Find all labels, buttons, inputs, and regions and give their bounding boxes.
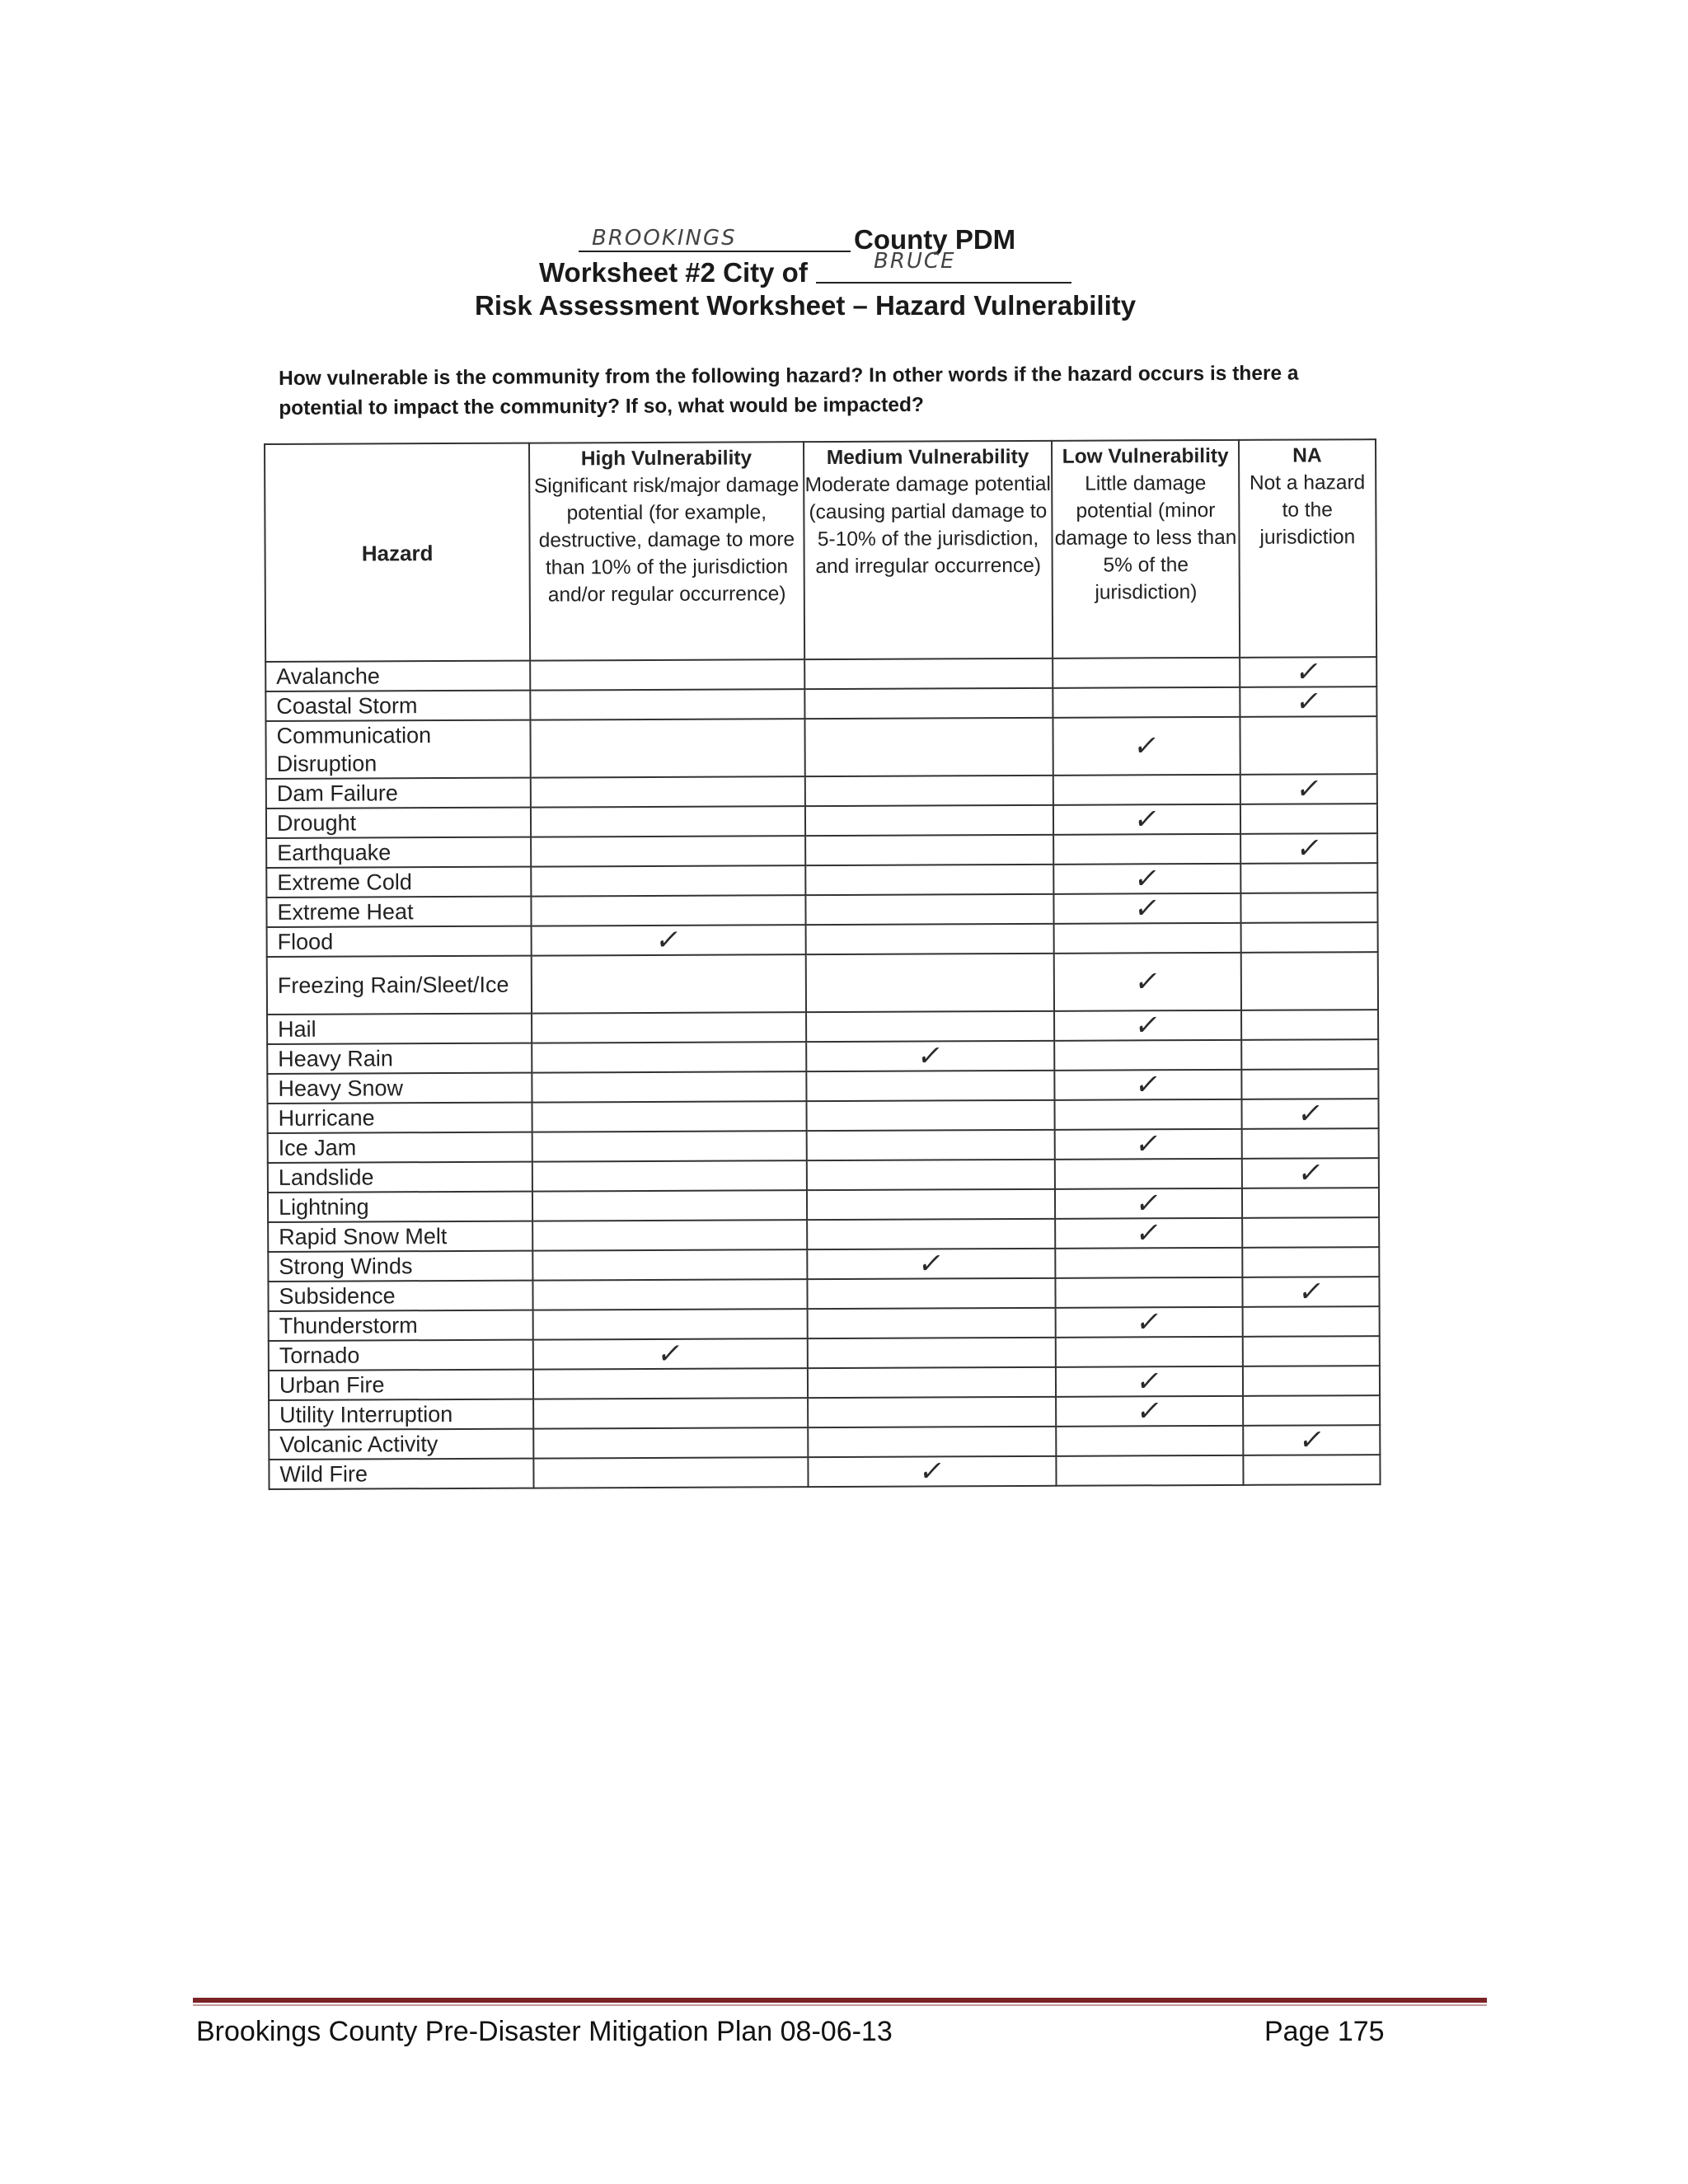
hazard-name: Thunderstorm [269,1310,533,1341]
cell-na [1243,1336,1380,1366]
hazard-name: Earthquake [266,837,531,868]
cell-na [1242,1155,1379,1190]
cell-low [1053,834,1240,865]
cell-high [531,776,805,807]
table-row [268,1217,1379,1252]
footer-title: Brookings County Pre-Disaster Mitigation Plan 08-06-13 [196,2016,893,2047]
check-mark-icon: ✓ [1132,1008,1164,1042]
handwritten-city: BRUCE [874,249,956,274]
cell-high [532,1071,807,1102]
cell-high [530,659,804,690]
cell-na [1243,1455,1380,1485]
check-mark-icon: ✓ [654,1337,686,1371]
hazard-name: Dam Failure [266,778,531,808]
check-mark-icon: ✓ [653,923,684,957]
cell-high [532,1160,807,1191]
cell-low [1056,1337,1243,1367]
cell-high [532,1101,807,1132]
hazard-name: Wild Fire [269,1459,533,1489]
cell-na [1240,771,1377,806]
cell-medium [804,658,1053,689]
cell-low [1056,1307,1243,1338]
table-row [269,1366,1380,1400]
cell-medium [807,1246,1056,1281]
cell-na [1242,1217,1379,1248]
cell-medium [805,894,1054,925]
cell-high [533,1368,808,1399]
hazard-name: Heavy Rain [267,1043,532,1074]
hazard-name: Urban Fire [269,1370,533,1400]
cell-medium [808,1456,1057,1487]
table-row [268,1158,1379,1193]
table-row [267,952,1378,1015]
cell-medium [808,1427,1057,1457]
hazard-name: Strong Winds [268,1251,532,1282]
hazard-rows [265,654,1380,1489]
cell-na [1243,1395,1380,1426]
cell-low [1053,775,1240,805]
table-row [269,1336,1380,1371]
check-mark-icon: ✓ [1133,1186,1165,1220]
cell-na [1241,1096,1378,1131]
hazard-name: Ice Jam [268,1132,532,1163]
check-mark-icon: ✓ [1134,1364,1165,1398]
hazard-name: Utility Interruption [269,1399,533,1430]
cell-na [1242,1274,1379,1309]
hazard-name: Freezing Rain/Sleet/Ice [267,956,532,1015]
cell-high [531,865,805,896]
check-mark-icon: ✓ [1133,1216,1165,1249]
county-underline [579,251,851,252]
cell-medium [807,1278,1056,1309]
worksheet-label: Worksheet #2 City of [539,257,808,288]
cell-medium [805,924,1054,954]
cell-na [1240,922,1377,953]
cell-na [1243,1422,1380,1457]
cell-na [1240,893,1377,923]
check-mark-icon: ✓ [1131,729,1162,762]
col-header-high: High Vulnerability Significant risk/major damage potential (for example, destructive, damage to more than 10% of the jurisdiction and/or regular occurrence) [529,442,804,660]
cell-high [532,1190,807,1221]
cell-medium [806,1100,1055,1131]
hazard-name: Drought [266,808,531,838]
hazard-name: Lightning [268,1192,532,1222]
cell-medium [806,1130,1055,1160]
cell-low [1057,1455,1244,1486]
cell-low [1053,687,1240,718]
cell-high [532,954,806,1013]
cell-low [1054,953,1241,1011]
cell-medium [806,1160,1055,1190]
handwritten-county: BROOKINGS [592,226,737,251]
cell-high [531,836,805,866]
cell-medium [806,1038,1055,1073]
cell-low [1055,1159,1242,1189]
table-row [267,1099,1378,1133]
table-row [269,1306,1380,1341]
cell-high [533,1398,808,1428]
city-underline [816,282,1071,284]
table-row [267,1039,1378,1074]
hazard-name: Coastal Storm [265,691,530,721]
check-mark-icon: ✓ [1296,1422,1327,1457]
cell-medium [804,718,1053,776]
check-mark-icon: ✓ [1132,861,1163,895]
hazard-name: Flood [267,926,532,957]
scanned-worksheet [264,224,1385,1516]
cell-low [1053,804,1240,835]
cell-medium [807,1219,1056,1249]
table-row [265,687,1376,721]
hazard-name: Communication Disruption [265,720,530,779]
cell-low [1054,861,1241,895]
hazard-name: Rapid Snow Melt [268,1221,532,1252]
cell-high [530,689,804,719]
cell-medium [805,954,1054,1012]
check-mark-icon: ✓ [1295,1155,1326,1190]
cell-na [1241,1128,1378,1159]
check-mark-icon: ✓ [1295,1096,1325,1131]
cell-high [532,925,806,955]
cell-low [1056,1248,1243,1278]
cell-medium [806,1071,1055,1101]
cell-high [532,1012,806,1043]
table-row [267,922,1378,957]
table-header-row [265,439,1376,662]
cell-high [532,1042,806,1072]
check-mark-icon: ✓ [1132,964,1163,998]
cell-low [1054,1010,1241,1041]
check-mark-icon: ✓ [1295,1274,1326,1309]
col-header-na: NA Not a hazard to the jurisdiction [1239,439,1376,658]
hazard-name: Heavy Snow [267,1073,532,1104]
cell-na [1240,684,1376,719]
cell-low [1054,923,1241,954]
cell-low [1055,1067,1242,1101]
hazard-name: Subsidence [268,1281,532,1311]
cell-na [1241,1069,1378,1099]
county-suffix: County PDM [854,224,1016,255]
worksheet-subtitle: Risk Assessment Worksheet – Hazard Vulnerability [475,290,1137,321]
table-row [269,1395,1380,1430]
cell-low [1056,1366,1243,1397]
check-mark-icon: ✓ [1132,1127,1164,1160]
cell-low [1056,1396,1243,1427]
col-header-medium: Medium Vulnerability Moderate damage potential (causing partial damage to 5-10% of the jurisdiction, and irregular occurrence) [804,441,1053,659]
cell-low [1053,658,1240,688]
cell-na [1240,952,1378,1010]
cell-na [1240,863,1377,893]
cell-na [1240,804,1377,834]
cell-na [1241,1010,1378,1040]
check-mark-icon: ✓ [1134,1394,1165,1427]
check-mark-icon: ✓ [1132,802,1162,836]
table-row [265,716,1376,779]
hazard-name: Volcanic Activity [269,1429,533,1460]
cell-na [1242,1247,1379,1277]
cell-medium [805,835,1054,865]
cell-high [532,1131,807,1161]
question-text: How vulnerable is the community from the following hazard? In other words if the hazard occurs is there a potential to impact the community? If so, what would be impacted? [279,362,1299,419]
cell-medium [807,1308,1056,1338]
cell-high [531,719,805,777]
table-row [269,1455,1380,1489]
cell-na [1242,1188,1379,1218]
cell-low [1053,717,1240,776]
check-mark-icon: ✓ [915,1038,946,1073]
cell-high [533,1279,808,1310]
cell-low [1055,1188,1242,1219]
cell-high [533,1427,808,1458]
footer-page-number: Page 175 [1264,2016,1385,2047]
footer-rule [193,1998,1487,2003]
table-row [266,863,1377,898]
cell-high [532,1249,807,1280]
table-row [268,1188,1379,1222]
check-mark-icon: ✓ [1293,771,1325,806]
hazard-name: Landslide [268,1162,532,1193]
hazard-vulnerability-table [264,438,1381,1490]
table-row [268,1128,1379,1163]
cell-na [1240,654,1376,689]
hazard-name: Extreme Cold [266,867,531,898]
cell-high [534,1457,809,1488]
check-mark-icon: ✓ [1133,1305,1165,1338]
col-header-hazard: Hazard [265,443,530,662]
cell-medium [805,805,1054,836]
check-mark-icon: ✓ [1293,831,1325,865]
cell-medium [805,865,1054,895]
table-row [266,833,1377,868]
hazard-name: Hail [267,1014,532,1044]
check-mark-icon: ✓ [916,1246,947,1281]
cell-high [532,1220,807,1250]
cell-low [1055,1129,1242,1160]
cell-medium [807,1189,1056,1220]
cell-na [1240,833,1377,864]
table-row [269,1425,1380,1460]
hazard-name: Hurricane [267,1103,532,1133]
cell-na [1242,1306,1379,1337]
cell-medium [807,1338,1056,1368]
cell-low [1054,893,1241,924]
cell-na [1241,1039,1378,1070]
hazard-name: Avalanche [265,661,530,691]
cell-high [532,895,806,926]
table-row [267,1010,1378,1044]
check-mark-icon: ✓ [1292,654,1324,689]
check-mark-icon: ✓ [917,1454,948,1488]
check-mark-icon: ✓ [1132,891,1163,925]
footer-rule-shadow [193,2004,1487,2006]
check-mark-icon: ✓ [1132,1067,1164,1101]
cell-medium [804,688,1053,719]
table-row [268,1247,1379,1282]
cell-high [533,1338,808,1369]
hazard-name: Extreme Heat [266,897,531,927]
table-row [265,657,1376,691]
table-row [266,893,1377,927]
cell-na [1240,716,1377,775]
table-row [266,804,1377,838]
check-mark-icon: ✓ [1292,684,1324,719]
cell-medium [808,1397,1057,1427]
hazard-name: Tornado [269,1340,533,1371]
cell-low [1056,1277,1243,1308]
cell-low [1055,1040,1242,1071]
table-row [266,774,1377,808]
cell-medium [807,1367,1056,1398]
cell-low [1055,1099,1242,1130]
table-row [267,1069,1378,1104]
cell-na [1243,1366,1380,1396]
cell-medium [806,1011,1055,1042]
cell-high [531,806,805,837]
cell-low [1056,1218,1243,1249]
cell-low [1057,1426,1244,1456]
table-row [268,1277,1379,1311]
col-header-low: Low Vulnerability Little damage potential (minor damage to less than 5% of the jurisdiction) [1052,440,1240,658]
cell-medium [804,776,1053,806]
cell-high [533,1309,808,1339]
